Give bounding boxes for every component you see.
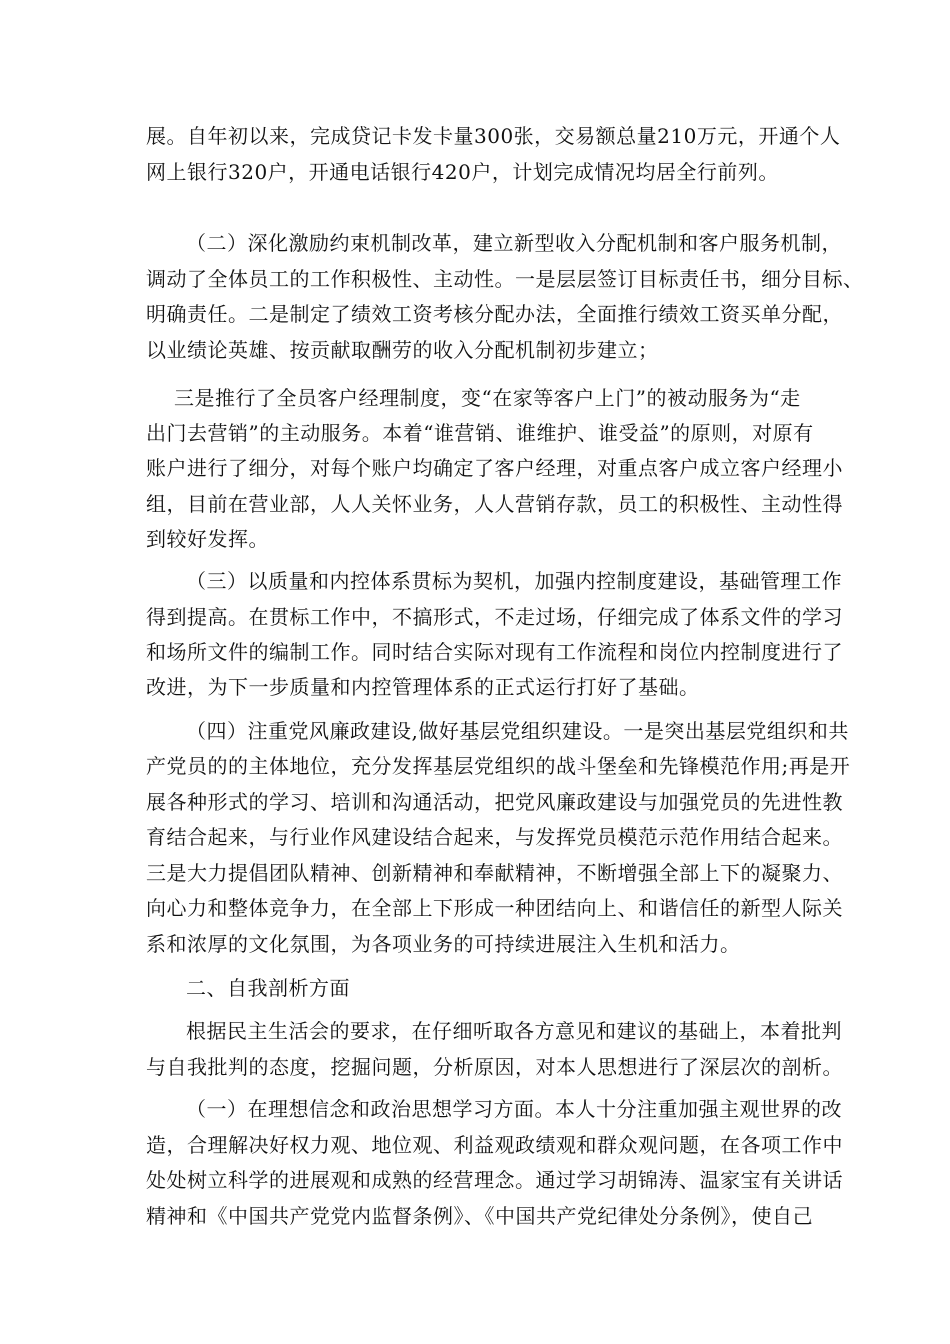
text-line: 出门去营销”的主动服务。本着“谁营销、谁维护、谁受益”的原则，对原有	[146, 421, 814, 445]
paragraph-first-line: （二）深化激励约束机制改革，建立新型收入分配机制和客户服务机制，	[186, 231, 842, 255]
text-line: 育结合起来，与行业作风建设结合起来，与发挥党员模范示范作用结合起来。	[146, 825, 843, 849]
paragraph-first-line: （一）在理想信念和政治思想学习方面。本人十分注重加强主观世界的改	[186, 1097, 842, 1121]
text-line: 明确责任。二是制定了绩效工资考核分配办法，全面推行绩效工资买单分配，	[146, 302, 843, 326]
text-line: 组，目前在营业部，人人关怀业务，人人营销存款，员工的积极性、主动性得	[146, 492, 843, 516]
text-line: 产党员的的主体地位，充分发挥基层党组织的战斗堡垒和先锋模范作用;再是开	[146, 754, 851, 778]
text-line: 得到提高。在贯标工作中，不搞形式，不走过场，仔细完成了体系文件的学习	[146, 605, 843, 629]
text-line: 精神和《中国共产党党内监督条例》、《中国共产党纪律处分条例》，使自己	[146, 1204, 813, 1228]
section-heading: 二、自我剖析方面	[186, 976, 350, 1000]
paragraph-first-line: 三是推行了全员客户经理制度，变“在家等客户上门”的被动服务为“走	[174, 386, 801, 410]
paragraph-first-line: （三）以质量和内控体系贯标为契机，加强内控制度建设，基础管理工作	[186, 569, 842, 593]
paragraph-first-line: 根据民主生活会的要求，在仔细听取各方意见和建议的基础上，本着批判	[186, 1019, 842, 1043]
text-line: 调动了全体员工的工作积极性、主动性。一是层层签订目标责任书，细分目标、	[146, 267, 864, 291]
text-line: 账户进行了细分，对每个账户均确定了客户经理，对重点客户成立客户经理小	[146, 456, 843, 480]
text-line: 到较好发挥。	[146, 527, 269, 551]
text-line: 展各种形式的学习、培训和沟通活动，把党风廉政建设与加强党员的先进性教	[146, 790, 843, 814]
text-line: 处处树立科学的进展观和成熟的经营理念。通过学习胡锦涛、温家宝有关讲话	[146, 1168, 843, 1192]
text-line: 改进，为下一步质量和内控管理体系的正式运行打好了基础。	[146, 675, 700, 699]
text-line: 三是大力提倡团队精神、创新精神和奉献精神，不断增强全部上下的凝聚力、	[146, 861, 843, 885]
text-line: 系和浓厚的文化氛围，为各项业务的可持续进展注入生机和活力。	[146, 932, 741, 956]
text-line: 网上银行320户，开通电话银行420户，计划完成情况均居全行前列。	[146, 160, 779, 184]
text-line: 向心力和整体竞争力，在全部上下形成一种团结向上、和谐信任的新型人际关	[146, 896, 843, 920]
text-line: 和场所文件的编制工作。同时结合实际对现有工作流程和岗位内控制度进行了	[146, 640, 843, 664]
text-line: 展。自年初以来，完成贷记卡发卡量300张，交易额总量210万元，开通个人	[146, 124, 841, 148]
text-line: 造，合理解决好权力观、地位观、利益观政绩观和群众观问题，在各项工作中	[146, 1133, 843, 1157]
text-line: 以业绩论英雄、按贡献取酬劳的收入分配机制初步建立；	[146, 338, 659, 362]
text-line: 与自我批判的态度，挖掘问题，分析原因，对本人思想进行了深层次的剖析。	[146, 1055, 843, 1079]
paragraph-first-line: （四）注重党风廉政建设,做好基层党组织建设。一是突出基层党组织和共	[186, 719, 849, 743]
